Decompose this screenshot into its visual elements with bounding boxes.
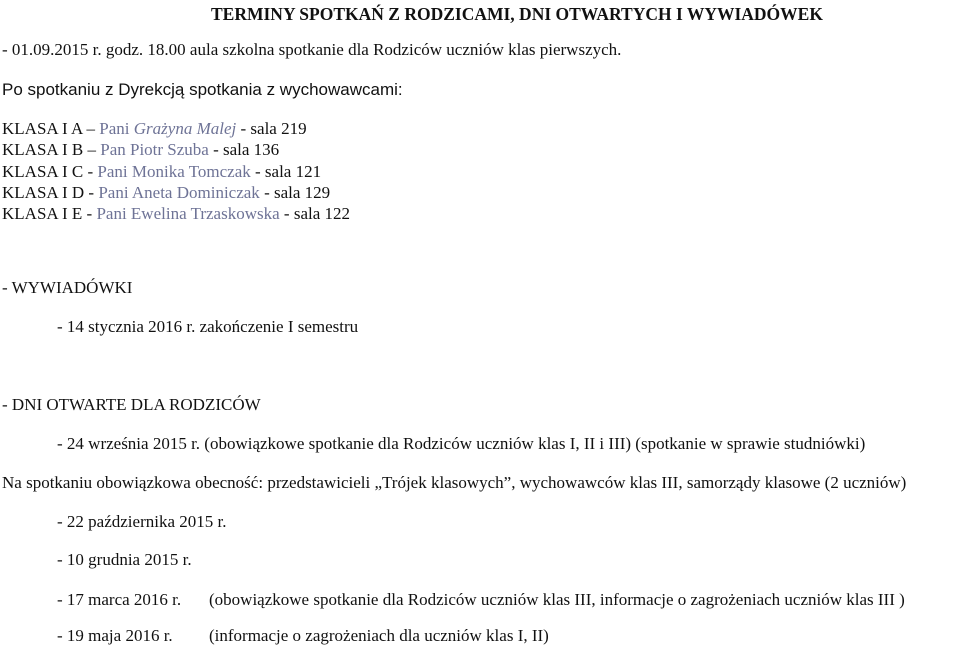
class-label: KLASA I B (2, 140, 84, 159)
class-separator: - (84, 183, 99, 202)
class-label: KLASA I E (2, 204, 83, 223)
class-room: - sala 129 (259, 183, 331, 202)
dni-otwarte-item: - 22 października 2015 r. (57, 512, 227, 531)
class-separator: - (83, 162, 98, 181)
teacher-name: Pani Monika Tomczak (97, 162, 251, 181)
class-row (2, 140, 279, 160)
dni-otwarte-item-date: - 17 marca 2016 r. (57, 590, 182, 609)
dni-otwarte-item: - 10 grudnia 2015 r. (57, 550, 192, 569)
dni-otwarte-note: Na spotkaniu obowiązkowa obecność: przedstawicieli „Trójek klasowych”, wychowawców klas III, samorządy klasowe (2 uczniów) (2, 473, 907, 492)
class-room: - sala 121 (250, 162, 322, 181)
dni-otwarte-item-date: - 19 maja 2016 r. (57, 626, 173, 645)
dni-otwarte-heading: - DNI OTWARTE DLA RODZICÓW (2, 395, 261, 414)
class-separator: – (83, 140, 101, 159)
class-row (2, 204, 350, 224)
dni-otwarte-item: - 24 września 2015 r. (obowiązkowe spotkanie dla Rodziców uczniów klas I, II i III) (spotkanie w sprawie studniówki) (57, 434, 866, 453)
dni-otwarte-item-note: (obowiązkowe spotkanie dla Rodziców uczniów klas III, informacje o zagrożeniach uczniów klas III ) (209, 590, 905, 609)
class-room: - sala 219 (236, 119, 307, 138)
teacher-name: Pani Aneta Dominiczak (98, 183, 260, 202)
teacher-name-italic: Grażyna Malej (133, 119, 237, 138)
class-label: KLASA I A (2, 119, 83, 138)
page-title: TERMINY SPOTKAŃ Z RODZICAMI, DNI OTWARTYCH I WYWIADÓWEK (211, 4, 823, 24)
after-meeting-text: Po spotkaniu z Dyrekcją spotkania z wychowawcami: (2, 80, 403, 99)
class-room: - sala 136 (208, 140, 280, 159)
teacher-name: Pan Piotr Szuba (100, 140, 209, 159)
class-room: - sala 122 (279, 204, 351, 223)
class-row (2, 162, 321, 182)
wywiadowki-item: - 14 stycznia 2016 r. zakończenie I semestru (57, 317, 359, 336)
intro-line: - 01.09.2015 r. godz. 18.00 aula szkolna spotkanie dla Rodziców uczniów klas pierwszych. (2, 40, 622, 59)
class-separator: – (82, 119, 100, 138)
wywiadowki-heading: - WYWIADÓWKI (2, 278, 133, 297)
class-separator: - (82, 204, 97, 223)
class-label: KLASA I D (2, 183, 85, 202)
teacher-name: Pani Ewelina Trzaskowska (96, 204, 280, 223)
dni-otwarte-item-note: (informacje o zagrożeniach dla uczniów klas I, II) (209, 626, 549, 645)
class-row (2, 119, 307, 139)
class-row (2, 183, 330, 203)
teacher-name: Pani (99, 119, 134, 138)
class-label: KLASA I C (2, 162, 84, 181)
